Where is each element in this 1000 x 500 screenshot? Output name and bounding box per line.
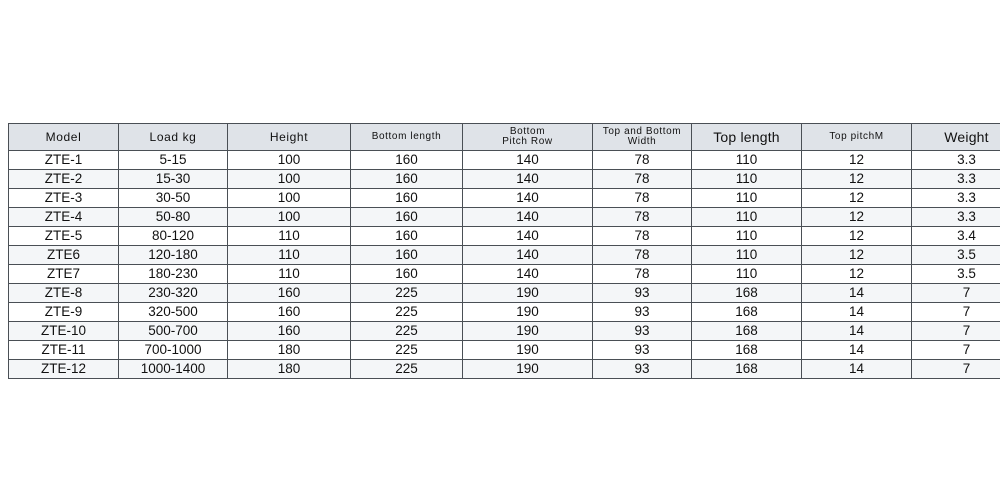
cell-top-length: 110 bbox=[692, 170, 802, 189]
table-row bbox=[9, 284, 1000, 303]
cell-height: 160 bbox=[228, 284, 351, 303]
cell-weight: 7 bbox=[912, 284, 1000, 303]
table-body bbox=[9, 151, 1000, 379]
cell-height: 110 bbox=[228, 246, 351, 265]
header-bottom-pitch-row-line1: Bottom bbox=[509, 126, 546, 137]
cell-model: ZTE-8 bbox=[9, 284, 119, 303]
header-top-pitch: Top pitchM bbox=[802, 124, 912, 151]
header-bottom-length: Bottom length bbox=[351, 124, 463, 151]
cell-top-length: 168 bbox=[692, 341, 802, 360]
table-row bbox=[9, 360, 1000, 379]
cell-height: 110 bbox=[228, 265, 351, 284]
cell-bottom-length: 160 bbox=[351, 151, 463, 170]
cell-height: 100 bbox=[228, 151, 351, 170]
cell-bottom-pitch-row: 190 bbox=[463, 322, 593, 341]
cell-bottom-pitch-row: 140 bbox=[463, 227, 593, 246]
cell-weight: 3.5 bbox=[912, 246, 1000, 265]
table-row bbox=[9, 265, 1000, 284]
cell-top-bottom-width: 78 bbox=[593, 189, 692, 208]
cell-load: 30-50 bbox=[119, 189, 228, 208]
cell-bottom-length: 160 bbox=[351, 189, 463, 208]
cell-top-length: 168 bbox=[692, 284, 802, 303]
cell-top-length: 110 bbox=[692, 227, 802, 246]
table-row bbox=[9, 189, 1000, 208]
header-top-bottom-width bbox=[593, 124, 692, 151]
header-weight: Weight bbox=[912, 124, 1000, 151]
header-bottom-pitch-row-line2: Pitch Row bbox=[502, 136, 553, 147]
cell-load: 230-320 bbox=[119, 284, 228, 303]
cell-weight: 7 bbox=[912, 360, 1000, 379]
cell-model: ZTE6 bbox=[9, 246, 119, 265]
table-row bbox=[9, 341, 1000, 360]
cell-bottom-pitch-row: 140 bbox=[463, 265, 593, 284]
cell-top-bottom-width: 93 bbox=[593, 322, 692, 341]
cell-weight: 7 bbox=[912, 303, 1000, 322]
spec-table bbox=[8, 123, 1000, 379]
cell-weight: 3.3 bbox=[912, 189, 1000, 208]
cell-bottom-length: 225 bbox=[351, 341, 463, 360]
cell-load: 50-80 bbox=[119, 208, 228, 227]
cell-top-length: 110 bbox=[692, 151, 802, 170]
cell-top-pitch: 14 bbox=[802, 341, 912, 360]
cell-top-pitch: 12 bbox=[802, 189, 912, 208]
cell-load: 700-1000 bbox=[119, 341, 228, 360]
cell-weight: 3.3 bbox=[912, 208, 1000, 227]
table-row bbox=[9, 227, 1000, 246]
cell-top-bottom-width: 78 bbox=[593, 265, 692, 284]
header-top-bottom-width-line2: Width bbox=[627, 136, 657, 147]
cell-top-length: 110 bbox=[692, 189, 802, 208]
cell-top-pitch: 14 bbox=[802, 284, 912, 303]
cell-load: 15-30 bbox=[119, 170, 228, 189]
cell-top-pitch: 12 bbox=[802, 246, 912, 265]
cell-top-length: 110 bbox=[692, 265, 802, 284]
cell-model: ZTE-9 bbox=[9, 303, 119, 322]
table-row bbox=[9, 303, 1000, 322]
table-row bbox=[9, 151, 1000, 170]
cell-top-bottom-width: 78 bbox=[593, 227, 692, 246]
cell-load: 500-700 bbox=[119, 322, 228, 341]
cell-top-pitch: 14 bbox=[802, 322, 912, 341]
cell-top-pitch: 14 bbox=[802, 360, 912, 379]
cell-top-pitch: 12 bbox=[802, 208, 912, 227]
cell-weight: 3.3 bbox=[912, 170, 1000, 189]
cell-height: 160 bbox=[228, 322, 351, 341]
cell-top-bottom-width: 78 bbox=[593, 246, 692, 265]
cell-top-pitch: 12 bbox=[802, 151, 912, 170]
cell-bottom-pitch-row: 140 bbox=[463, 170, 593, 189]
cell-weight: 3.4 bbox=[912, 227, 1000, 246]
cell-load: 80-120 bbox=[119, 227, 228, 246]
cell-bottom-pitch-row: 140 bbox=[463, 208, 593, 227]
header-height: Height bbox=[228, 124, 351, 151]
cell-top-bottom-width: 93 bbox=[593, 284, 692, 303]
cell-model: ZTE-10 bbox=[9, 322, 119, 341]
table-row bbox=[9, 208, 1000, 227]
cell-height: 180 bbox=[228, 360, 351, 379]
header-row bbox=[9, 124, 1000, 151]
cell-height: 110 bbox=[228, 227, 351, 246]
cell-model: ZTE-3 bbox=[9, 189, 119, 208]
cell-bottom-pitch-row: 190 bbox=[463, 284, 593, 303]
cell-weight: 3.3 bbox=[912, 151, 1000, 170]
cell-height: 100 bbox=[228, 208, 351, 227]
cell-top-pitch: 12 bbox=[802, 227, 912, 246]
cell-bottom-length: 225 bbox=[351, 322, 463, 341]
cell-load: 320-500 bbox=[119, 303, 228, 322]
cell-height: 100 bbox=[228, 189, 351, 208]
cell-model: ZTE-11 bbox=[9, 341, 119, 360]
cell-top-bottom-width: 93 bbox=[593, 303, 692, 322]
cell-height: 160 bbox=[228, 303, 351, 322]
cell-top-bottom-width: 93 bbox=[593, 341, 692, 360]
cell-bottom-length: 160 bbox=[351, 170, 463, 189]
table-row bbox=[9, 322, 1000, 341]
cell-bottom-length: 225 bbox=[351, 284, 463, 303]
cell-bottom-length: 160 bbox=[351, 246, 463, 265]
table-row bbox=[9, 246, 1000, 265]
cell-bottom-length: 160 bbox=[351, 227, 463, 246]
cell-top-length: 168 bbox=[692, 303, 802, 322]
cell-load: 120-180 bbox=[119, 246, 228, 265]
cell-load: 1000-1400 bbox=[119, 360, 228, 379]
header-load: Load kg bbox=[119, 124, 228, 151]
cell-top-pitch: 14 bbox=[802, 303, 912, 322]
cell-top-bottom-width: 78 bbox=[593, 151, 692, 170]
cell-top-length: 110 bbox=[692, 246, 802, 265]
cell-bottom-pitch-row: 190 bbox=[463, 360, 593, 379]
cell-bottom-pitch-row: 140 bbox=[463, 189, 593, 208]
header-model: Model bbox=[9, 124, 119, 151]
cell-weight: 7 bbox=[912, 322, 1000, 341]
cell-load: 5-15 bbox=[119, 151, 228, 170]
cell-top-bottom-width: 78 bbox=[593, 208, 692, 227]
cell-load: 180-230 bbox=[119, 265, 228, 284]
header-top-length: Top length bbox=[692, 124, 802, 151]
cell-bottom-length: 225 bbox=[351, 360, 463, 379]
cell-bottom-pitch-row: 190 bbox=[463, 303, 593, 322]
cell-bottom-pitch-row: 140 bbox=[463, 246, 593, 265]
cell-top-length: 110 bbox=[692, 208, 802, 227]
cell-model: ZTE-12 bbox=[9, 360, 119, 379]
cell-top-bottom-width: 93 bbox=[593, 360, 692, 379]
cell-model: ZTE-5 bbox=[9, 227, 119, 246]
cell-height: 100 bbox=[228, 170, 351, 189]
cell-model: ZTE-1 bbox=[9, 151, 119, 170]
cell-top-bottom-width: 78 bbox=[593, 170, 692, 189]
cell-model: ZTE-4 bbox=[9, 208, 119, 227]
cell-model: ZTE-2 bbox=[9, 170, 119, 189]
header-top-bottom-width-line1: Top and Bottom bbox=[602, 126, 682, 137]
cell-weight: 7 bbox=[912, 341, 1000, 360]
cell-bottom-length: 160 bbox=[351, 208, 463, 227]
cell-bottom-pitch-row: 190 bbox=[463, 341, 593, 360]
cell-bottom-pitch-row: 140 bbox=[463, 151, 593, 170]
cell-bottom-length: 160 bbox=[351, 265, 463, 284]
cell-bottom-length: 225 bbox=[351, 303, 463, 322]
header-bottom-pitch-row bbox=[463, 124, 593, 151]
cell-top-pitch: 12 bbox=[802, 265, 912, 284]
cell-top-pitch: 12 bbox=[802, 170, 912, 189]
cell-top-length: 168 bbox=[692, 360, 802, 379]
cell-height: 180 bbox=[228, 341, 351, 360]
cell-weight: 3.5 bbox=[912, 265, 1000, 284]
cell-top-length: 168 bbox=[692, 322, 802, 341]
cell-model: ZTE7 bbox=[9, 265, 119, 284]
table-row bbox=[9, 170, 1000, 189]
